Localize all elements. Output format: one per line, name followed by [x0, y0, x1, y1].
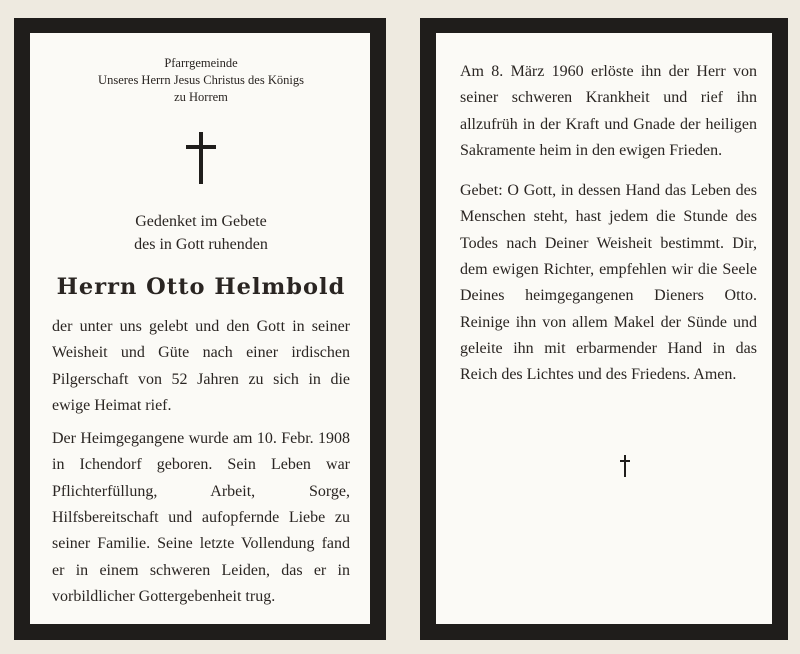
small-cross-icon	[620, 455, 630, 477]
cross-icon	[186, 132, 216, 184]
commemorate-text	[52, 210, 350, 256]
parish-header	[52, 55, 350, 106]
left-card	[14, 18, 386, 640]
biography-paragraph: Der Heimgegangene wurde am 10. Febr. 1908 in Ichendorf geboren. Sein Leben war Pflichterfüllung, Arbeit, Sorge, Hilfsbereitschaft und aufopfernde Liebe zu seiner Familie. Seine letzte Vollendung fand er in einem schweren Leiden, das er in vorbildlicher Gottergebenheit trug.	[52, 430, 350, 605]
parish-line: zu Horrem	[174, 90, 228, 104]
deceased-name: Herrn Otto Helmbold	[56, 274, 346, 300]
parish-line: Unseres Herrn Jesus Christus des Königs	[98, 73, 304, 87]
right-card	[420, 18, 788, 640]
death-paragraph: Am 8. März 1960 erlöste ihn der Herr von seiner schweren Krankheit und rief ihn allzufrüh in der Kraft und Gnade der heiligen Sakramente heim in den ewigen Frieden.	[460, 63, 757, 159]
commemorate-line: des in Gott ruhenden	[134, 236, 268, 253]
prayer-paragraph: Gebet: O Gott, in dessen Hand das Leben des Menschen steht, hast jedem die Stunde des Todes nach Deiner Weisheit bestimmt. Dir, dem ewigen Richter, empfehlen wir die Seele Deines heimgegangenen Dieners Otto. Reinige ihn von allem Makel der Sünde und geleite ihn mit erbarmender Hand in das Reich des Lichtes und des Friedens. Amen.	[460, 182, 757, 384]
left-card-content	[30, 33, 370, 624]
right-card-content	[436, 33, 772, 624]
commemorate-line: Gedenket im Gebete	[135, 213, 267, 230]
parish-line: Pfarrgemeinde	[164, 56, 238, 70]
life-paragraph: der unter uns gelebt und den Gott in seiner Weisheit und Güte nach einer irdischen Pilgerschaft von 52 Jahren zu sich in die ewige Heimat rief.	[52, 318, 350, 414]
